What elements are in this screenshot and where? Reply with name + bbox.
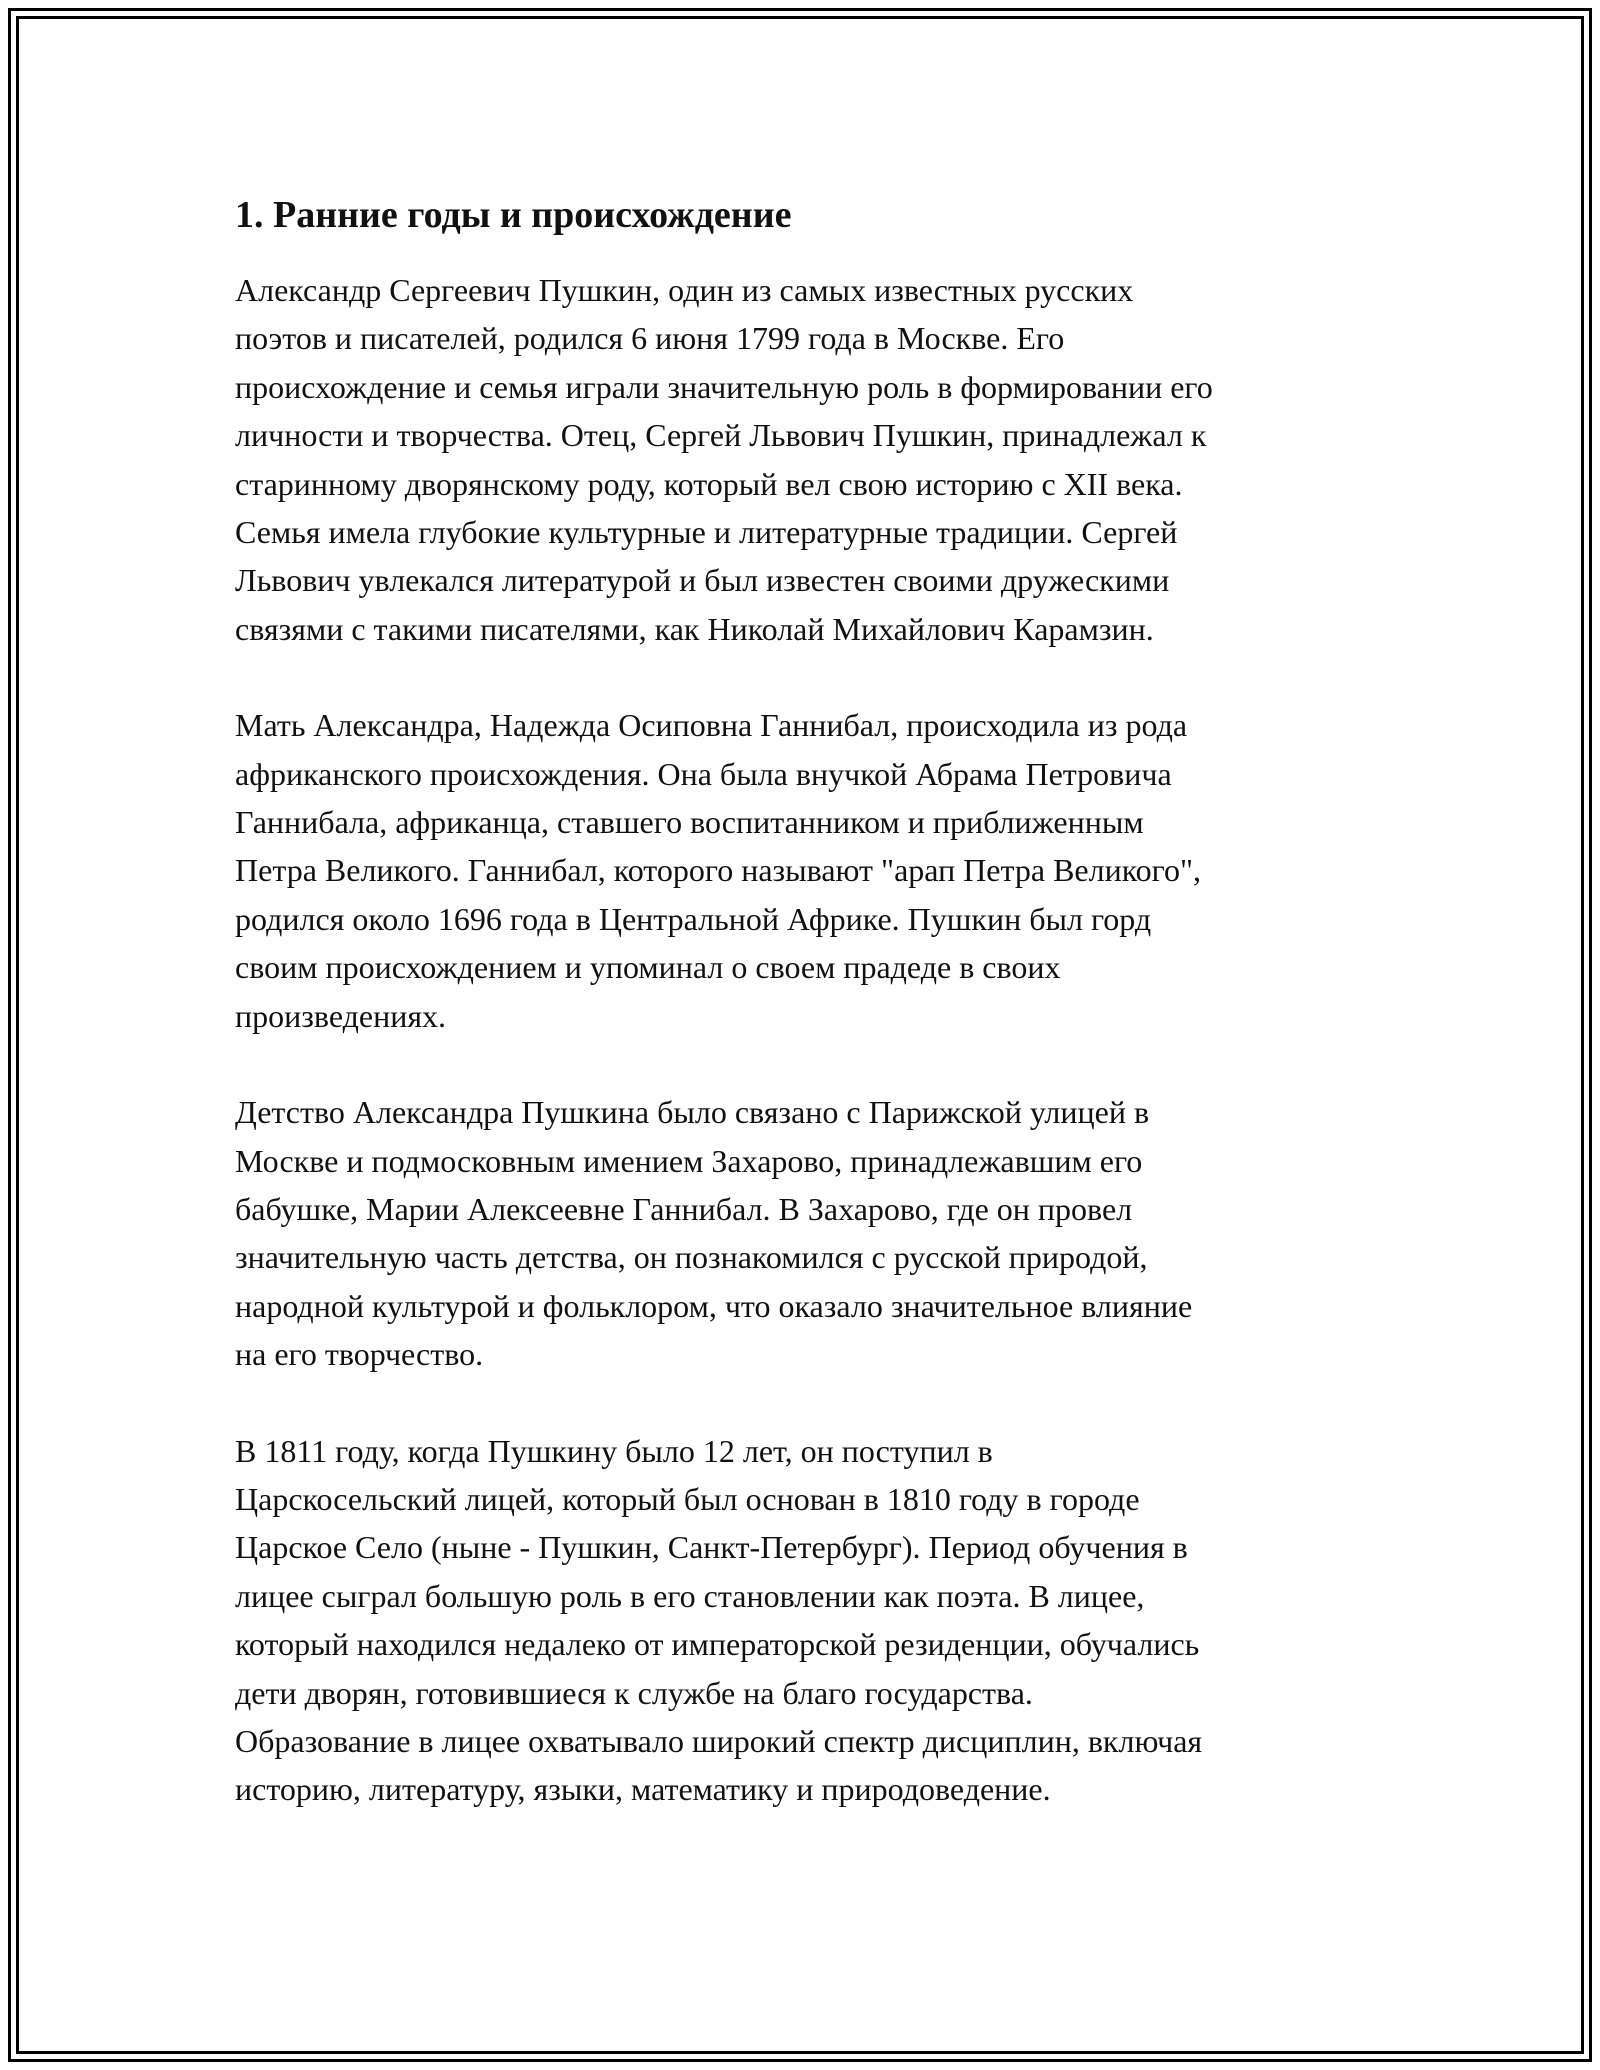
- text-line: Александр Сергеевич Пушкин, один из самых известных русских: [235, 272, 1134, 308]
- text-line: В 1811 году, когда Пушкину было 12 лет, он поступил в: [235, 1432, 993, 1469]
- paragraph-mother-and-hannibal: [235, 701, 1375, 1040]
- text-line: Львович увлекался литературой и был известен своими дружескими: [235, 562, 1170, 599]
- text-line: народной культурой и фольклором, что оказало значительное влияние: [235, 1287, 1193, 1324]
- text-line: произведениях.: [235, 997, 447, 1034]
- paragraph-lyceum: [235, 1427, 1375, 1814]
- text-line: личности и творчества. Отец, Сергей Львович Пушкин, принадлежал к: [235, 417, 1207, 454]
- text-line: африканского происхождения. Она была внучкой Абрама Петровича: [235, 755, 1172, 792]
- text-line: Мать Александра, Надежда Осиповна Ганнибал, происходила из рода: [235, 707, 1188, 744]
- text-line: Семья имела глубокие культурные и литературные традиции. Сергей: [235, 514, 1178, 551]
- text-line: Царское Село (ныне - Пушкин, Санкт-Петербург). Период обучения в: [235, 1529, 1188, 1566]
- text-line: Москве и подмосковным имением Захарово, принадлежавшим его: [235, 1142, 1143, 1179]
- text-line: дети дворян, готовившиеся к службе на благо государства.: [235, 1674, 1033, 1711]
- text-line: поэтов и писателей, родился 6 июня 1799 года в Москве. Его: [235, 320, 1065, 357]
- text-line: который находился недалеко от императорской резиденции, обучались: [235, 1626, 1200, 1663]
- section-heading: 1. Ранние годы и происхождение: [235, 194, 792, 236]
- text-line: родился около 1696 года в Центральной Африке. Пушкин был горд: [235, 900, 1152, 937]
- paragraph-origin-and-father: [235, 266, 1375, 653]
- text-line: связями с такими писателями, как Николай Михайлович Карамзин.: [235, 610, 1154, 647]
- text-line: старинному дворянскому роду, который вел свою историю с XII века.: [235, 465, 1183, 502]
- text-line: происхождение и семья играли значительную роль в формировании его: [235, 368, 1213, 405]
- text-line: Ганнибала, африканца, ставшего воспитанником и приближенным: [235, 804, 1144, 841]
- text-line: Петра Великого. Ганнибал, которого называют "арап Петра Великого",: [235, 852, 1202, 889]
- text-line: Детство Александра Пушкина было связано с Парижской улицей в: [235, 1094, 1150, 1131]
- text-line: лицее сыграл большую роль в его становлении как поэта. В лицее,: [235, 1577, 1145, 1614]
- text-line: значительную часть детства, он познакомился с русской природой,: [235, 1239, 1148, 1276]
- text-line: бабушке, Марии Алексеевне Ганнибал. В Захарово, где он провел: [235, 1190, 1133, 1227]
- text-line: историю, литературу, языки, математику и природоведение.: [235, 1771, 1051, 1808]
- document-body: [235, 186, 1375, 1862]
- paragraph-childhood: [235, 1088, 1375, 1378]
- text-line: Образование в лицее охватывало широкий спектр дисциплин, включая: [235, 1722, 1203, 1759]
- text-line: Царскосельский лицей, который был основан в 1810 году в городе: [235, 1480, 1140, 1517]
- text-line: на его творчество.: [235, 1336, 484, 1373]
- text-line: своим происхождением и упоминал о своем прадеде в своих: [235, 949, 1061, 986]
